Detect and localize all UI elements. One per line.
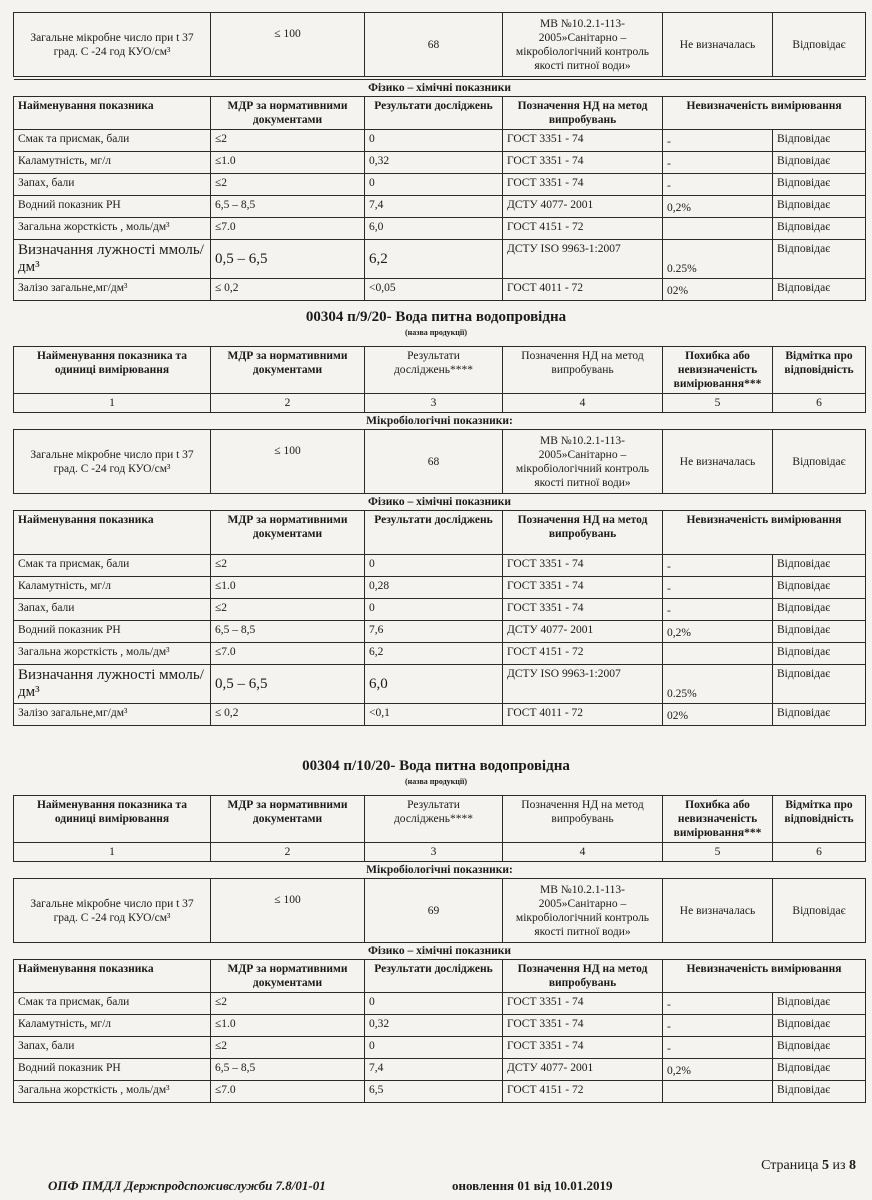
indicator-mdr: ≤ 0,2 <box>211 279 365 301</box>
phys2-body <box>14 555 866 726</box>
indicator-result: 0,28 <box>365 577 503 599</box>
indicator-result: <0,1 <box>365 704 503 726</box>
indicator-result: 0,32 <box>365 152 503 174</box>
p2-phys-header-row <box>14 511 866 555</box>
indicator-conformity: Відповідає <box>773 279 866 301</box>
indicator-conformity: Відповідає <box>773 555 866 577</box>
page-of: из <box>832 1158 846 1173</box>
indicator-result: 6,2 <box>365 643 503 665</box>
indicator-method: ГОСТ 3351 - 74 <box>503 1015 663 1037</box>
phys-row <box>14 196 866 218</box>
page-prefix: Страница <box>761 1158 819 1173</box>
indicator-uncertainty <box>663 643 773 665</box>
p2-header-row <box>14 347 866 394</box>
phys-row <box>14 1059 866 1081</box>
indicator-name: Визначання лужності ммоль/дм³ <box>14 665 211 704</box>
indicator-method: ДСТУ ISO 9963-1:2007 <box>503 665 663 704</box>
indicator-result: 0 <box>365 130 503 152</box>
p2-ph-h-unc: Невизначеність вимірювання <box>663 511 866 555</box>
p3-h-res: Результати досліджень**** <box>365 796 503 843</box>
p2-micro-method: МВ №10.2.1-113-2005»Санітарно – мікробіологічний контроль якості питної води» <box>503 430 663 494</box>
p2-n6: 6 <box>773 394 866 413</box>
p2-h-mark: Відмітка про відповідність <box>773 347 866 394</box>
phys-row <box>14 665 866 704</box>
phys-row <box>14 555 866 577</box>
footer-revision: оновлення 01 від 10.01.2019 <box>452 1178 613 1193</box>
phys-table-1 <box>13 79 866 301</box>
indicator-method: ГОСТ 3351 - 74 <box>503 152 663 174</box>
product2-title: 00304 п/9/20- Вода питна водопровідна <box>305 309 567 325</box>
p3-n6: 6 <box>773 843 866 862</box>
indicator-method: ГОСТ 3351 - 74 <box>503 577 663 599</box>
p2-ph-h-res: Результати досліджень <box>365 511 503 555</box>
p3-micro-name: Загальне мікробне число при t 37 град. С -24 год КУО/см³ <box>14 879 211 943</box>
indicator-conformity: Відповідає <box>773 1015 866 1037</box>
indicator-mdr: 0,5 – 6,5 <box>211 665 365 704</box>
indicator-result: 6,0 <box>365 665 503 704</box>
p3-micro-method: МВ №10.2.1-113-2005»Санітарно – мікробіологічний контроль якості питної води» <box>503 879 663 943</box>
indicator-name: Запах, бали <box>14 1037 211 1059</box>
p2-n1: 1 <box>14 394 211 413</box>
indicator-result: 0,32 <box>365 1015 503 1037</box>
indicator-name: Залізо загальне,мг/дм³ <box>14 279 211 301</box>
phys-band: Фізико – хімічні показники <box>14 80 866 97</box>
indicator-uncertainty: - <box>663 1037 773 1059</box>
indicator-mdr: 6,5 – 8,5 <box>211 196 365 218</box>
phys1-body <box>14 130 866 301</box>
micro-unc: Не визначалась <box>663 13 773 77</box>
indicator-name: Водний показник РН <box>14 621 211 643</box>
indicator-uncertainty: 0,2% <box>663 196 773 218</box>
p2-h-res: Результати досліджень**** <box>365 347 503 394</box>
indicator-mdr: 0,5 – 6,5 <box>211 240 365 279</box>
micro-method: МВ №10.2.1-113-2005»Санітарно – мікробіологічний контроль якості питної води» <box>503 13 663 77</box>
indicator-name: Смак та присмак, бали <box>14 130 211 152</box>
indicator-name: Смак та присмак, бали <box>14 993 211 1015</box>
p3-micro-conf: Відповідає <box>773 879 866 943</box>
indicator-mdr: ≤7.0 <box>211 218 365 240</box>
indicator-mdr: ≤1.0 <box>211 1015 365 1037</box>
p3-header-row <box>14 796 866 843</box>
product3-header-table <box>13 795 866 1103</box>
phys-h-res: Результати досліджень <box>365 97 503 130</box>
p3-ph-h-nd: Позначення НД на метод випробувань <box>503 960 663 993</box>
p3-micro-mdr: ≤ 100 <box>211 879 365 943</box>
micro-conf: Відповідає <box>773 13 866 77</box>
indicator-uncertainty <box>663 218 773 240</box>
indicator-method: ДСТУ ISO 9963-1:2007 <box>503 240 663 279</box>
indicator-name: Визначання лужності ммоль/дм³ <box>14 240 211 279</box>
phys-h-nd: Позначення НД на метод випробувань <box>503 97 663 130</box>
indicator-mdr: 6,5 – 8,5 <box>211 1059 365 1081</box>
indicator-result: 0 <box>365 599 503 621</box>
phys-row <box>14 643 866 665</box>
phys-row <box>14 599 866 621</box>
indicator-uncertainty: 0,2% <box>663 1059 773 1081</box>
indicator-conformity: Відповідає <box>773 704 866 726</box>
indicator-mdr: ≤2 <box>211 130 365 152</box>
p2-h-unc: Похибка або невизначеність вимірювання*** <box>663 347 773 394</box>
page-number <box>761 1158 856 1174</box>
micro-row <box>14 13 866 77</box>
indicator-name: Запах, бали <box>14 174 211 196</box>
p3-phys-header-row <box>14 960 866 993</box>
phys3-body <box>14 993 866 1103</box>
indicator-conformity: Відповідає <box>773 1059 866 1081</box>
indicator-result: 0 <box>365 993 503 1015</box>
indicator-mdr: ≤2 <box>211 1037 365 1059</box>
indicator-name: Загальна жорсткість , моль/дм³ <box>14 218 211 240</box>
indicator-result: 7,4 <box>365 196 503 218</box>
indicator-result: 7,6 <box>365 621 503 643</box>
indicator-method: ГОСТ 4151 - 72 <box>503 643 663 665</box>
indicator-mdr: 6,5 – 8,5 <box>211 621 365 643</box>
p3-h-mark: Відмітка про відповідність <box>773 796 866 843</box>
p3-ph-h-res: Результати досліджень <box>365 960 503 993</box>
phys-row <box>14 704 866 726</box>
p3-n4: 4 <box>503 843 663 862</box>
phys-row <box>14 1037 866 1059</box>
p2-h-mdr: МДР за нормативними документами <box>211 347 365 394</box>
indicator-mdr: ≤1.0 <box>211 577 365 599</box>
phys-row <box>14 621 866 643</box>
phys-row <box>14 1015 866 1037</box>
phys-row <box>14 1081 866 1103</box>
indicator-name: Водний показник РН <box>14 196 211 218</box>
indicator-uncertainty: - <box>663 599 773 621</box>
phys-h-mdr: МДР за нормативними документами <box>211 97 365 130</box>
indicator-method: ДСТУ 4077- 2001 <box>503 1059 663 1081</box>
indicator-name: Водний показник РН <box>14 1059 211 1081</box>
indicator-mdr: ≤2 <box>211 174 365 196</box>
indicator-method: ГОСТ 3351 - 74 <box>503 130 663 152</box>
p3-micro-result: 69 <box>365 879 503 943</box>
p2-micro-name: Загальне мікробне число при t 37 град. С -24 год КУО/см³ <box>14 430 211 494</box>
top-results-table <box>13 12 866 77</box>
indicator-result: 0 <box>365 555 503 577</box>
p2-n3: 3 <box>365 394 503 413</box>
indicator-uncertainty: 0.25% <box>663 240 773 279</box>
p2-micro-mdr: ≤ 100 <box>211 430 365 494</box>
indicator-uncertainty <box>663 1081 773 1103</box>
indicator-conformity: Відповідає <box>773 1037 866 1059</box>
indicator-method: ГОСТ 3351 - 74 <box>503 993 663 1015</box>
indicator-conformity: Відповідає <box>773 993 866 1015</box>
p2-ph-h-mdr: МДР за нормативними документами <box>211 511 365 555</box>
indicator-result: 0 <box>365 1037 503 1059</box>
p2-n4: 4 <box>503 394 663 413</box>
indicator-conformity: Відповідає <box>773 665 866 704</box>
indicator-result: 6,2 <box>365 240 503 279</box>
p2-micro-row <box>14 430 866 494</box>
indicator-uncertainty: 0,2% <box>663 621 773 643</box>
phys-row <box>14 130 866 152</box>
indicator-name: Запах, бали <box>14 599 211 621</box>
p3-h-name: Найменування показника та одиниці вимірювання <box>14 796 211 843</box>
indicator-conformity: Відповідає <box>773 599 866 621</box>
indicator-mdr: ≤2 <box>211 555 365 577</box>
indicator-mdr: ≤2 <box>211 599 365 621</box>
p2-micro-conf: Відповідає <box>773 430 866 494</box>
p3-n5: 5 <box>663 843 773 862</box>
indicator-conformity: Відповідає <box>773 130 866 152</box>
indicator-mdr: ≤ 0,2 <box>211 704 365 726</box>
p3-h-mdr: МДР за нормативними документами <box>211 796 365 843</box>
micro-mdr: ≤ 100 <box>211 13 365 77</box>
p3-number-row <box>14 843 866 862</box>
p2-number-row <box>14 394 866 413</box>
indicator-conformity: Відповідає <box>773 643 866 665</box>
indicator-uncertainty: - <box>663 577 773 599</box>
p3-ph-h-name: Найменування показника <box>14 960 211 993</box>
phys-row <box>14 174 866 196</box>
indicator-name: Загальна жорсткість , моль/дм³ <box>14 1081 211 1103</box>
indicator-mdr: ≤7.0 <box>211 1081 365 1103</box>
indicator-uncertainty: 02% <box>663 279 773 301</box>
indicator-conformity: Відповідає <box>773 1081 866 1103</box>
indicator-uncertainty: - <box>663 555 773 577</box>
p3-phys-band: Фізико – хімічні показники <box>14 943 866 960</box>
p2-h-name: Найменування показника та одиниці вимірювання <box>14 347 211 394</box>
p2-n2: 2 <box>211 394 365 413</box>
indicator-conformity: Відповідає <box>773 240 866 279</box>
indicator-mdr: ≤7.0 <box>211 643 365 665</box>
indicator-method: ГОСТ 4151 - 72 <box>503 1081 663 1103</box>
indicator-uncertainty: 0.25% <box>663 665 773 704</box>
phys-header-row <box>14 97 866 130</box>
phys-h-name: Найменування показника <box>14 97 211 130</box>
micro-result: 68 <box>365 13 503 77</box>
product3-note: (назва продукції) <box>404 777 467 786</box>
phys-row <box>14 279 866 301</box>
p2-phys-band: Фізико – хімічні показники <box>14 494 866 511</box>
indicator-method: ГОСТ 3351 - 74 <box>503 555 663 577</box>
p3-n3: 3 <box>365 843 503 862</box>
indicator-method: ДСТУ 4077- 2001 <box>503 621 663 643</box>
indicator-mdr: ≤2 <box>211 993 365 1015</box>
phys-row <box>14 152 866 174</box>
p3-micro-row <box>14 879 866 943</box>
footer-org: ОПФ ПМДЛ Держпродспоживслужби 7.8/01-01 <box>48 1178 326 1193</box>
p2-micro-band: Мікробіологічні показники: <box>14 413 866 430</box>
page-current: 5 <box>821 1158 829 1173</box>
indicator-conformity: Відповідає <box>773 196 866 218</box>
p3-n1: 1 <box>14 843 211 862</box>
product3-title: 00304 п/10/20- Вода питна водопровідна <box>302 758 570 774</box>
p2-micro-unc: Не визначалась <box>663 430 773 494</box>
micro-name: Загальне мікробне число при t 37 град. С -24 год КУО/см³ <box>14 13 211 77</box>
indicator-method: ГОСТ 4151 - 72 <box>503 218 663 240</box>
indicator-result: <0,05 <box>365 279 503 301</box>
page-total: 8 <box>849 1158 856 1173</box>
p3-h-nd: Позначення НД на метод випробувань <box>503 796 663 843</box>
indicator-method: ГОСТ 3351 - 74 <box>503 599 663 621</box>
p3-micro-band: Мікробіологічні показники: <box>14 862 866 879</box>
indicator-name: Каламутність, мг/л <box>14 1015 211 1037</box>
indicator-result: 0 <box>365 174 503 196</box>
p2-ph-h-nd: Позначення НД на метод випробувань <box>503 511 663 555</box>
p3-n2: 2 <box>211 843 365 862</box>
indicator-uncertainty: 02% <box>663 704 773 726</box>
indicator-method: ГОСТ 4011 - 72 <box>503 279 663 301</box>
indicator-uncertainty: - <box>663 152 773 174</box>
indicator-name: Залізо загальне,мг/дм³ <box>14 704 211 726</box>
indicator-conformity: Відповідає <box>773 218 866 240</box>
indicator-uncertainty: - <box>663 993 773 1015</box>
indicator-name: Загальна жорсткість , моль/дм³ <box>14 643 211 665</box>
p2-ph-h-name: Найменування показника <box>14 511 211 555</box>
p2-h-nd: Позначення НД на метод випробувань <box>503 347 663 394</box>
indicator-result: 7,4 <box>365 1059 503 1081</box>
p3-h-unc: Похибка або невизначеність вимірювання*** <box>663 796 773 843</box>
product2-header-table <box>13 346 866 726</box>
p3-ph-h-mdr: МДР за нормативними документами <box>211 960 365 993</box>
indicator-conformity: Відповідає <box>773 621 866 643</box>
p2-n5: 5 <box>663 394 773 413</box>
phys-row <box>14 240 866 279</box>
indicator-method: ГОСТ 3351 - 74 <box>503 174 663 196</box>
indicator-uncertainty: - <box>663 174 773 196</box>
indicator-name: Смак та присмак, бали <box>14 555 211 577</box>
p3-ph-h-unc: Невизначеність вимірювання <box>663 960 866 993</box>
indicator-conformity: Відповідає <box>773 152 866 174</box>
indicator-conformity: Відповідає <box>773 174 866 196</box>
indicator-conformity: Відповідає <box>773 577 866 599</box>
indicator-uncertainty: - <box>663 130 773 152</box>
indicator-result: 6,5 <box>365 1081 503 1103</box>
indicator-method: ГОСТ 3351 - 74 <box>503 1037 663 1059</box>
product2-note: (назва продукції) <box>404 328 467 337</box>
p3-micro-unc: Не визначалась <box>663 879 773 943</box>
phys-row <box>14 218 866 240</box>
indicator-mdr: ≤1.0 <box>211 152 365 174</box>
indicator-method: ГОСТ 4011 - 72 <box>503 704 663 726</box>
phys-row <box>14 577 866 599</box>
indicator-uncertainty: - <box>663 1015 773 1037</box>
indicator-name: Каламутність, мг/л <box>14 577 211 599</box>
phys-row <box>14 993 866 1015</box>
indicator-method: ДСТУ 4077- 2001 <box>503 196 663 218</box>
p2-micro-result: 68 <box>365 430 503 494</box>
phys-h-unc: Невизначеність вимірювання <box>663 97 866 130</box>
indicator-name: Каламутність, мг/л <box>14 152 211 174</box>
indicator-result: 6,0 <box>365 218 503 240</box>
